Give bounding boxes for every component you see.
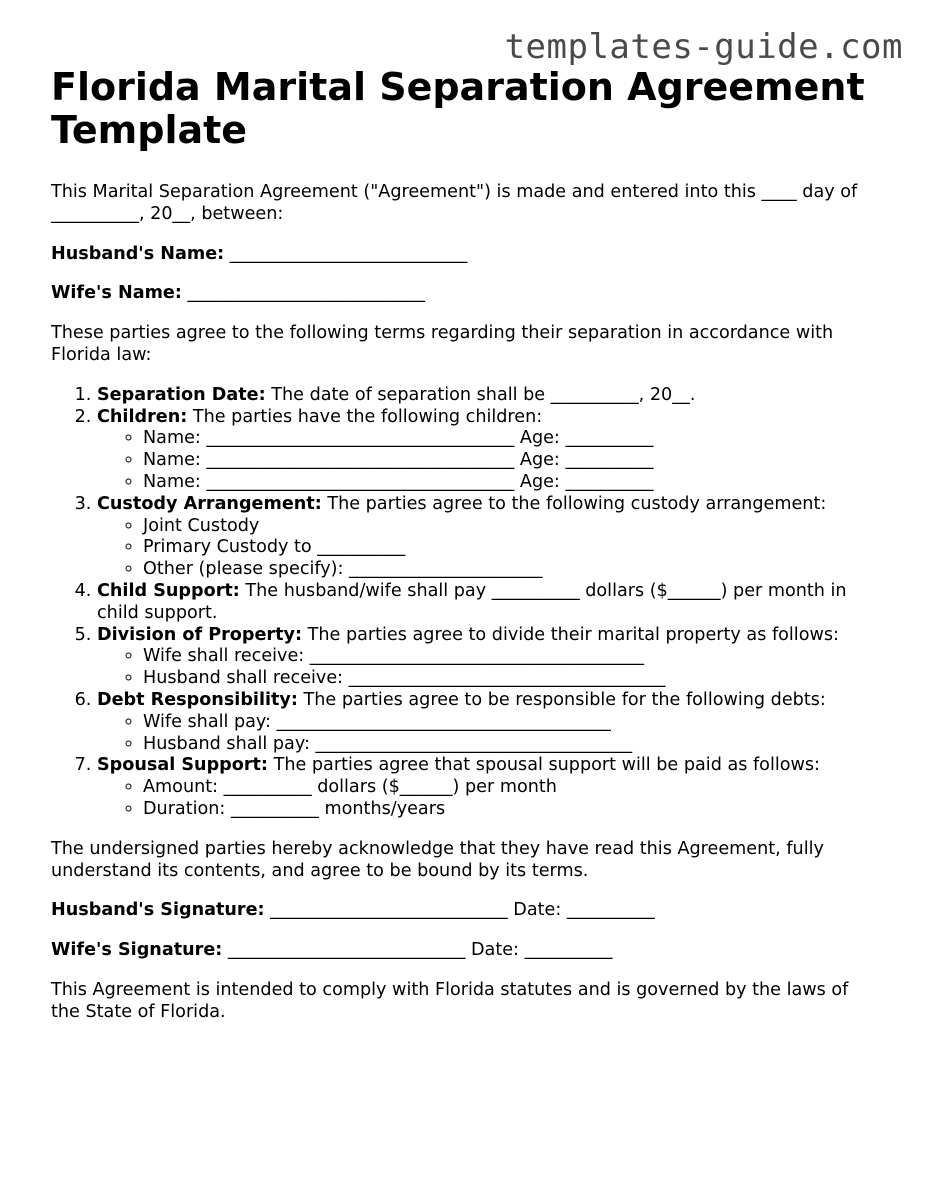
term-item [97, 494, 881, 581]
husband-signature-blank[interactable]: ___________________________ [270, 900, 508, 921]
intro-paragraph: This Marital Separation Agreement ("Agreement") is made and entered into this ____ day of __________, 20__, between: [51, 182, 858, 224]
husband-signature-line [51, 900, 881, 922]
husband-signature-label: Husband's Signature: [51, 900, 265, 921]
term-item [97, 385, 881, 407]
term-sub-list [97, 428, 881, 493]
term-item [97, 625, 881, 690]
term-sub-list [97, 646, 881, 690]
term-item [97, 690, 881, 755]
page-title: Florida Marital Separation Agreement Template [51, 65, 865, 152]
term-sub-item[interactable]: ◦ Duration: __________ months/years [143, 799, 881, 821]
term-title: Debt Responsibility: [97, 689, 298, 710]
husband-name-label: Husband's Name: [51, 243, 225, 264]
wife-date-blank[interactable]: __________ [524, 940, 613, 961]
term-title: Division of Property: [97, 624, 303, 645]
term-item [97, 755, 881, 820]
term-text: The parties agree that spousal support will be paid as follows: [273, 755, 820, 776]
husband-name-blank[interactable]: ___________________________ [229, 243, 468, 264]
terms-lead-paragraph: These parties agree to the following terms regarding their separation in accordance with Florida law: [51, 323, 834, 365]
husband-name-field [51, 244, 881, 266]
term-sub-item[interactable]: ◦ Other (please specify): ______________________ [143, 559, 881, 581]
term-sub-item[interactable]: ◦ Name: ___________________________________ Age: __________ [143, 428, 881, 450]
term-text: The parties agree to divide their marital property as follows: [307, 624, 839, 645]
watermark: templates-guide.com [504, 27, 903, 67]
term-title: Child Support: [97, 580, 240, 601]
wife-signature-line [51, 940, 881, 962]
term-title: Spousal Support: [97, 755, 268, 776]
wife-signature-label: Wife's Signature: [51, 940, 223, 961]
term-sub-item[interactable]: ◦ Husband shall receive: ____________________________________ [143, 668, 881, 690]
term-sub-list [97, 777, 881, 821]
term-item [97, 407, 881, 494]
term-title: Custody Arrangement: [97, 493, 322, 514]
document-page [51, 66, 881, 1024]
wife-name-blank[interactable]: ___________________________ [187, 283, 426, 304]
term-sub-item[interactable]: ◦ Name: ___________________________________ Age: __________ [143, 450, 881, 472]
term-sub-item[interactable]: ◦ Husband shall pay: ____________________________________ [143, 734, 881, 756]
term-title: Separation Date: [97, 384, 266, 405]
term-sub-item[interactable]: ◦ Primary Custody to __________ [143, 537, 881, 559]
term-text: The husband/wife shall pay __________ dollars ($______) per month in child support. [97, 580, 847, 623]
term-text: The parties have the following children: [192, 406, 543, 427]
term-sub-item[interactable]: ◦ Joint Custody [143, 516, 881, 538]
wife-signature-blank[interactable]: ___________________________ [227, 940, 466, 961]
term-sub-item[interactable]: ◦ Wife shall receive: ______________________________________ [143, 646, 881, 668]
term-text: The parties agree to be responsible for the following debts: [303, 689, 826, 710]
wife-name-field [51, 283, 881, 305]
wife-name-label: Wife's Name: [51, 283, 182, 304]
closing-paragraph: This Agreement is intended to comply with Florida statutes and is governed by the laws of the State of Florida. [51, 979, 849, 1022]
term-sub-list [97, 712, 881, 756]
term-sub-item[interactable]: ◦ Name: ___________________________________ Age: __________ [143, 472, 881, 494]
term-sub-item[interactable]: ◦ Wife shall pay: ______________________________________ [143, 712, 881, 734]
terms-list [51, 385, 881, 821]
term-item [97, 581, 881, 625]
term-text: The parties agree to the following custody arrangement: [327, 493, 827, 514]
term-text: The date of separation shall be __________, 20__. [271, 384, 696, 405]
term-sub-item[interactable]: ◦ Amount: __________ dollars ($______) per month [143, 777, 881, 799]
term-title: Children: [97, 406, 188, 427]
acknowledgement-paragraph: The undersigned parties hereby acknowledge that they have read this Agreement, fully understand its contents, and agree to be bound by its terms. [51, 838, 824, 881]
wife-date-label: Date: [471, 940, 519, 961]
term-sub-list [97, 516, 881, 581]
husband-date-blank[interactable]: __________ [566, 900, 655, 921]
husband-date-label: Date: [513, 900, 562, 921]
